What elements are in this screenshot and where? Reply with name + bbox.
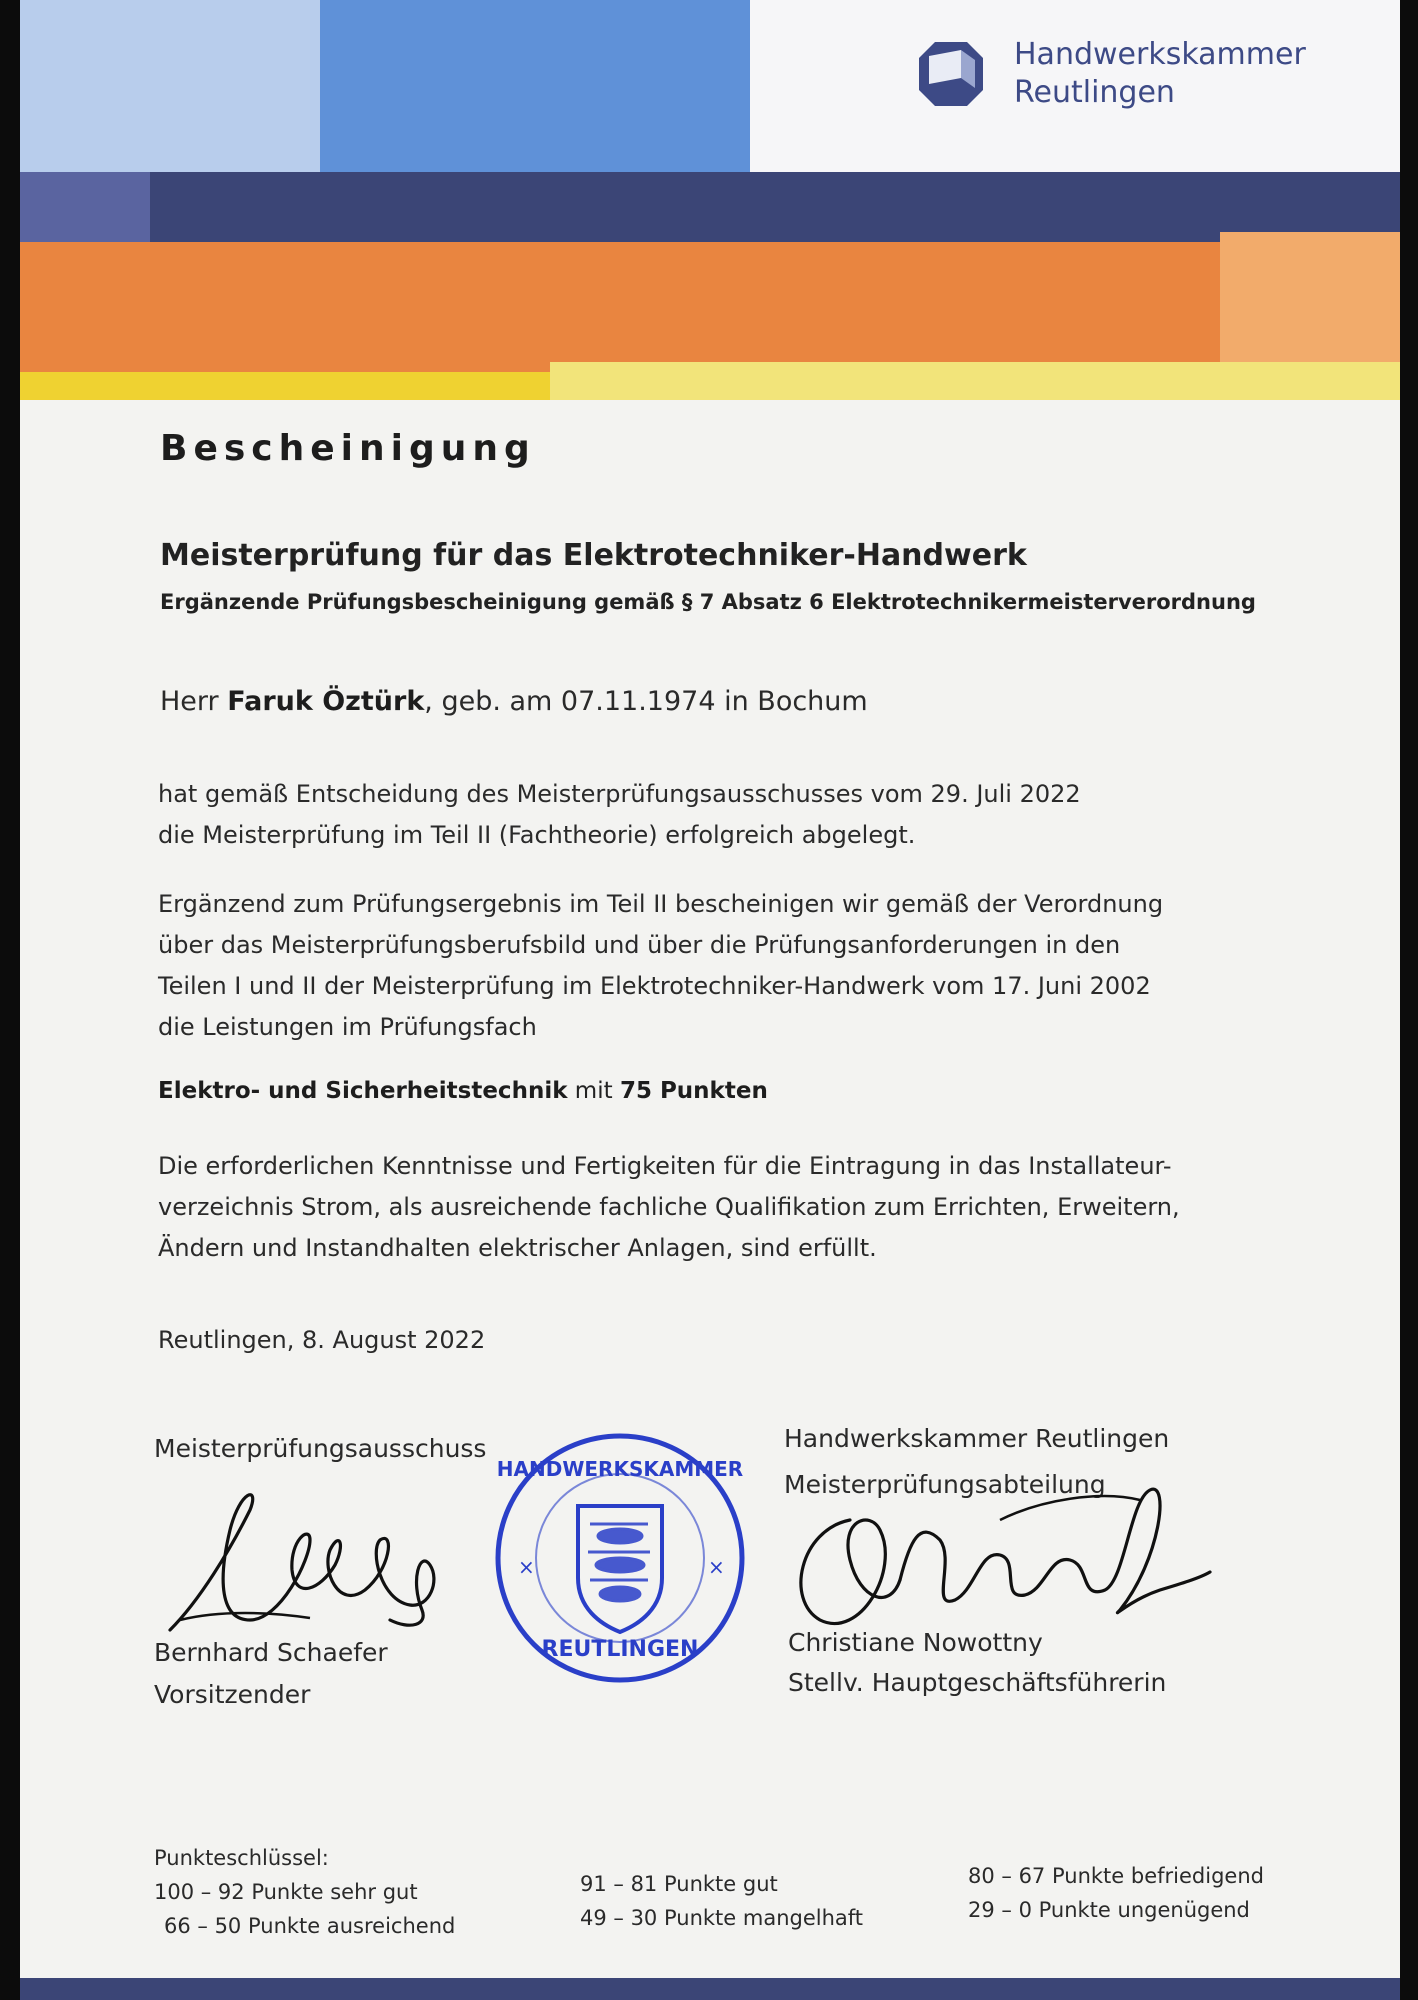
points-key-label: Punkteschlüssel:	[154, 1846, 329, 1870]
chairman-role: Vorsitzender	[154, 1680, 311, 1709]
points-key-item: 100 – 92 Punkte sehr gut	[154, 1880, 418, 1904]
candidate-prefix: Herr	[160, 686, 219, 717]
chamber-signatory-org: Handwerkskammer Reutlingen	[784, 1424, 1170, 1453]
director-role: Stellv. Hauptgeschäftsführerin	[788, 1668, 1167, 1697]
regulation-paragraph	[158, 884, 1163, 1048]
header-band-light-yellow	[550, 362, 1400, 400]
place-date: Reutlingen, 8. August 2022	[158, 1326, 486, 1354]
exam-subject-result	[158, 1078, 768, 1104]
regulation-line: über das Meisterprüfungsberufsbild und über die Prüfungsanforderungen in den	[158, 931, 1121, 959]
qualification-line: Ändern und Instandhalten elektrischer Anlagen, sind erfüllt.	[158, 1234, 877, 1262]
regulation-line: Ergänzend zum Prüfungsergebnis im Teil II bescheinigen wir gemäß der Verordnung	[158, 890, 1164, 918]
header-band-mid-blue	[320, 0, 750, 172]
seal-bottom-text: REUTLINGEN	[541, 1637, 699, 1662]
regulation-line: die Leistungen im Prüfungsfach	[158, 1013, 537, 1041]
header-band-yellow	[20, 372, 550, 400]
exam-points: 75 Punkten	[619, 1078, 768, 1104]
exam-subject-connector: mit	[567, 1078, 620, 1104]
footer-band-navy	[20, 1978, 1400, 2000]
points-key-item: 66 – 50 Punkte ausreichend	[164, 1914, 456, 1938]
committee-label: Meisterprüfungsausschuss	[154, 1434, 487, 1463]
candidate-details: , geb. am 07.11.1974 in Bochum	[424, 686, 868, 717]
qualification-paragraph	[158, 1146, 1180, 1269]
points-key-item: 80 – 67 Punkte befriedigend	[968, 1864, 1264, 1888]
svg-text:×: ×	[708, 1555, 725, 1579]
director-name: Christiane Nowottny	[788, 1628, 1043, 1657]
document-subline: Ergänzende Prüfungsbescheinigung gemäß § 7 Absatz 6 Elektrotechnikermeisterverordnung	[160, 590, 1256, 614]
exam-subject: Elektro- und Sicherheitstechnik	[158, 1078, 568, 1104]
svg-text:×: ×	[518, 1555, 535, 1579]
points-key-item: 91 – 81 Punkte gut	[580, 1872, 778, 1896]
result-line: die Meisterprüfung im Teil II (Fachtheorie) erfolgreich abgelegt.	[158, 821, 916, 849]
chamber-logo-icon	[915, 38, 987, 110]
document-title: Bescheinigung	[160, 428, 536, 469]
chamber-seal-icon	[490, 1428, 750, 1688]
regulation-line: Teilen I und II der Meisterprüfung im Elektrotechniker-Handwerk vom 17. Juni 2002	[158, 972, 1151, 1000]
points-key-item: 49 – 30 Punkte mangelhaft	[580, 1906, 864, 1930]
candidate-name: Faruk Öztürk	[227, 686, 425, 717]
result-line: hat gemäß Entscheidung des Meisterprüfungsausschusses vom 29. Juli 2022	[158, 780, 1081, 808]
candidate-line	[160, 686, 868, 717]
result-paragraph	[158, 774, 1081, 856]
director-signature-icon	[780, 1460, 1220, 1650]
chairman-name: Bernhard Schaefer	[154, 1638, 388, 1667]
header-band-light-orange	[1220, 232, 1400, 372]
chairman-signature-icon	[160, 1470, 450, 1640]
document-subtitle: Meisterprüfung für das Elektrotechniker-Handwerk	[160, 538, 1027, 573]
chamber-signatory-dept: Meisterprüfungsabteilung	[784, 1470, 1106, 1499]
header-band-navy	[20, 172, 1400, 242]
points-key-item: 29 – 0 Punkte ungenügend	[968, 1898, 1250, 1922]
chamber-name-line1: Handwerkskammer	[1014, 37, 1306, 72]
chamber-name-line2: Reutlingen	[1014, 75, 1175, 110]
qualification-line: verzeichnis Strom, als ausreichende fachliche Qualifikation zum Errichten, Erweitern,	[158, 1193, 1180, 1221]
header-band-orange	[20, 242, 1220, 372]
header-band-navy-left	[20, 172, 150, 242]
certificate-page	[20, 0, 1400, 2000]
seal-top-text: HANDWERKSKAMMER	[496, 1457, 744, 1481]
qualification-line: Die erforderlichen Kenntnisse und Fertigkeiten für die Eintragung in das Installateur-	[158, 1152, 1172, 1180]
header-band-light-blue	[20, 0, 320, 172]
chamber-name	[1014, 36, 1306, 112]
